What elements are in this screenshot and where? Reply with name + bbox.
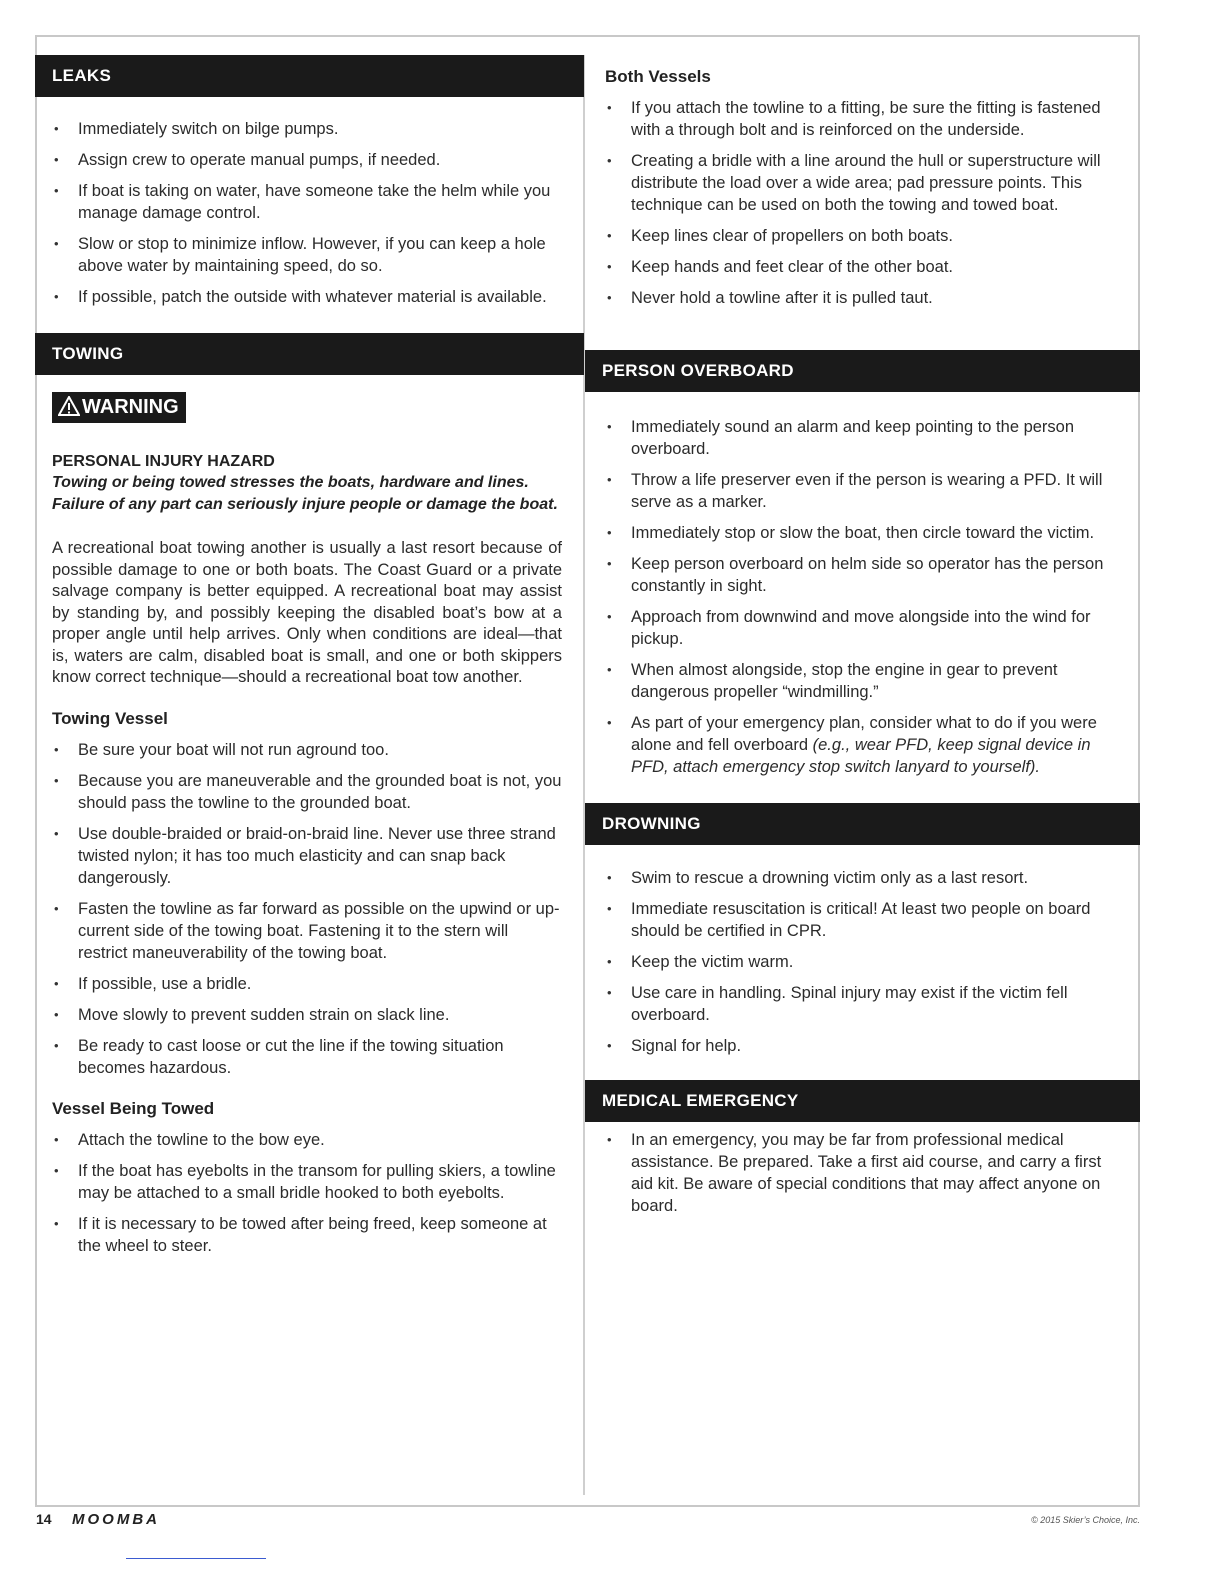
list-item: • Immediately switch on bilge pumps. xyxy=(52,118,562,140)
warning-triangle-icon xyxy=(58,396,80,416)
list-item: • Never hold a towline after it is pulled taut. xyxy=(605,287,1113,309)
list-item: • Use double-braided or braid-on-braid line. Never use three strand twisted nylon; it has too much elasticity and can snap back dangerously. xyxy=(52,823,562,889)
copyright: © 2015 Skier’s Choice, Inc. xyxy=(1031,1515,1140,1525)
link-underline[interactable] xyxy=(126,1558,266,1559)
page-number: 14 xyxy=(36,1511,52,1527)
list-item: • Signal for help. xyxy=(605,1035,1113,1057)
list-item: • Approach from downwind and move alongside into the wind for pickup. xyxy=(605,606,1113,650)
towing-intro: A recreational boat towing another is usually a last resort because of possible damage to one or both boats. The Coast Guard or a private salvage company is better equipped. A recreational boat may assist by standing by, and possibly keeping the disabled boat’s bow at a proper angle until help arrives. Only when conditions are ideal—that is, waters are calm, disabled boat is small, and one or both skippers know correct technique—should a recreational boat tow another. xyxy=(52,539,562,686)
list-item: • Be ready to cast loose or cut the line if the towing situation becomes hazardous. xyxy=(52,1035,562,1079)
vessel-towed-list xyxy=(52,1129,562,1257)
warning-label: WARNING xyxy=(82,396,179,418)
overboard-plan-example: (e.g., wear PFD, keep signal device in PFD, attach emergency stop switch lanyard to yourself). xyxy=(631,736,1091,776)
right-column xyxy=(585,55,1140,1226)
medical-list xyxy=(605,1129,1113,1217)
list-item: • If possible, use a bridle. xyxy=(52,973,562,995)
list-item: • If boat is taking on water, have someone take the helm while you manage damage control. xyxy=(52,180,562,224)
list-item: • Immediately sound an alarm and keep pointing to the person overboard. xyxy=(605,416,1113,460)
list-item: • When almost alongside, stop the engine in gear to prevent dangerous propeller “windmilling.” xyxy=(605,659,1113,703)
list-item: • Keep lines clear of propellers on both boats. xyxy=(605,225,1113,247)
list-item: • Attach the towline to the bow eye. xyxy=(52,1129,562,1151)
list-item: • Immediately stop or slow the boat, then circle toward the victim. xyxy=(605,522,1113,544)
list-item: • Use care in handling. Spinal injury may exist if the victim fell overboard. xyxy=(605,982,1113,1026)
towing-heading: TOWING xyxy=(35,333,584,375)
leaks-heading: LEAKS xyxy=(35,55,584,97)
drowning-list xyxy=(605,867,1113,1057)
list-item: • Keep hands and feet clear of the other boat. xyxy=(605,256,1113,278)
list-item: • Assign crew to operate manual pumps, if needed. xyxy=(52,149,562,171)
list-item: • Slow or stop to minimize inflow. However, if you can keep a hole above water by maintaining speed, do so. xyxy=(52,233,562,277)
vessel-towed-heading: Vessel Being Towed xyxy=(52,1098,215,1118)
list-item xyxy=(605,712,1113,778)
brand-logo: MOOMBA xyxy=(72,1511,160,1528)
list-item: • Swim to rescue a drowning victim only as a last resort. xyxy=(605,867,1113,889)
list-item: • Move slowly to prevent sudden strain on slack line. xyxy=(52,1004,562,1026)
list-item: • Throw a life preserver even if the person is wearing a PFD. It will serve as a marker. xyxy=(605,469,1113,513)
towing-vessel-heading: Towing Vessel xyxy=(52,708,168,728)
towing-vessel-list xyxy=(52,739,562,1079)
list-item: • If it is necessary to be towed after being freed, keep someone at the wheel to steer. xyxy=(52,1213,562,1257)
hazard-text: Towing or being towed stresses the boats, hardware and lines. Failure of any part can seriously injure people or damage the boat. xyxy=(52,474,558,513)
medical-heading: MEDICAL EMERGENCY xyxy=(585,1080,1140,1122)
list-item: • If the boat has eyebolts in the transom for pulling skiers, a towline may be attached to a small bridle hooked to both eyebolts. xyxy=(52,1160,562,1204)
overboard-plan-text: As part of your emergency plan, consider what to do if you were alone and fell overboard xyxy=(631,714,1097,754)
list-item: • In an emergency, you may be far from professional medical assistance. Be prepared. Take a first aid course, and carry a first aid kit. Be aware of special conditions that may affect anyone on board. xyxy=(605,1129,1113,1217)
list-item: • Creating a bridle with a line around the hull or superstructure will distribute the load over a wide area; pad pressure points. This technique can be used on both the towing and towed boat. xyxy=(605,150,1113,216)
list-item: • Because you are maneuverable and the grounded boat is not, you should pass the towline to the grounded boat. xyxy=(52,770,562,814)
list-item: • Fasten the towline as far forward as possible on the upwind or up-current side of the towing boat. Fastening it to the stern will restrict maneuverability of the towing boat. xyxy=(52,898,562,964)
list-item: • Immediate resuscitation is critical! At least two people on board should be certified in CPR. xyxy=(605,898,1113,942)
both-vessels-list xyxy=(605,97,1113,309)
list-item: • Keep the victim warm. xyxy=(605,951,1113,973)
list-item: • Keep person overboard on helm side so operator has the person constantly in sight. xyxy=(605,553,1113,597)
list-item: • Be sure your boat will not run aground too. xyxy=(52,739,562,761)
overboard-list xyxy=(605,416,1113,778)
leaks-list xyxy=(52,118,562,308)
list-item: • If you attach the towline to a fitting, be sure the fitting is fastened with a through bolt and is reinforced on the underside. xyxy=(605,97,1113,141)
left-column xyxy=(35,55,584,1266)
hazard-title: PERSONAL INJURY HAZARD xyxy=(52,453,275,470)
list-item: • If possible, patch the outside with whatever material is available. xyxy=(52,286,562,308)
overboard-heading: PERSON OVERBOARD xyxy=(585,350,1140,392)
both-vessels-heading: Both Vessels xyxy=(605,67,711,86)
warning-badge xyxy=(52,392,186,423)
drowning-heading: DROWNING xyxy=(585,803,1140,845)
